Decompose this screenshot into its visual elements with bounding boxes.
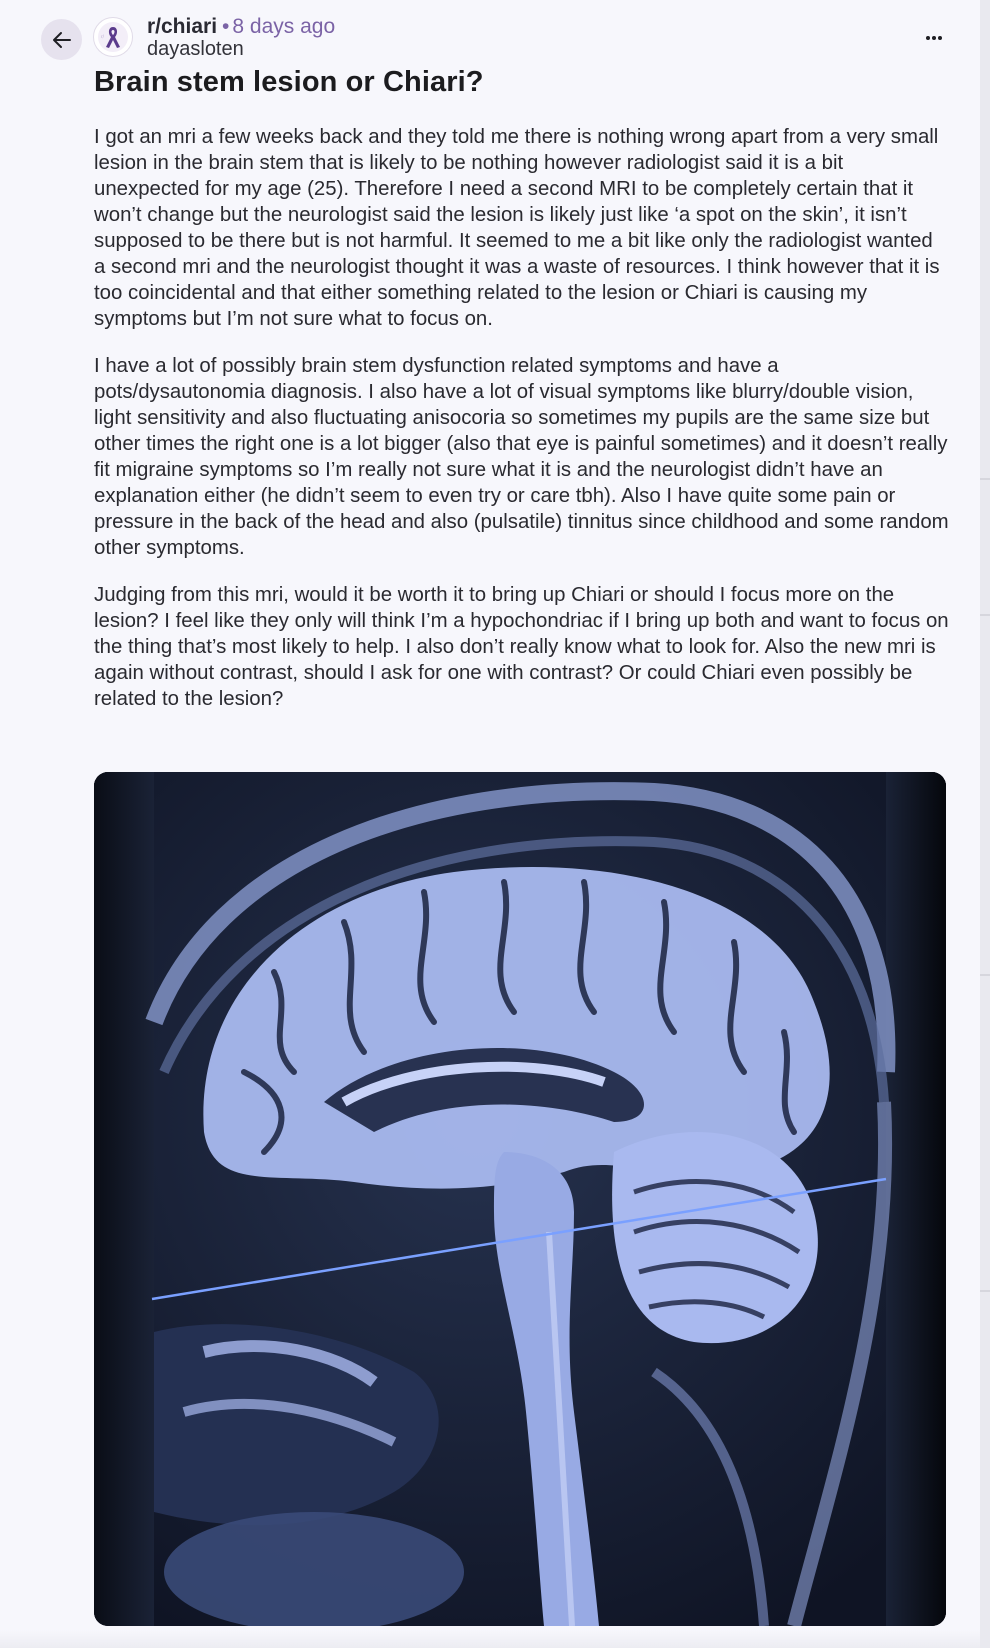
post-image[interactable] [94, 772, 946, 1626]
awareness-ribbon-icon [97, 21, 129, 53]
divider [980, 614, 990, 616]
author-link[interactable]: dayasloten [147, 38, 244, 60]
scrollbar-track[interactable] [980, 0, 990, 1648]
divider [980, 974, 990, 976]
arrow-left-icon [51, 29, 73, 51]
subreddit-avatar[interactable] [93, 17, 133, 57]
post-paragraph: Judging from this mri, would it be worth it to bring up Chiari or should I focus more on the lesion? I feel like they only will think I’m a hypochondriac if I bring up both and want to focus on the thing that’s most likely to help. I also don’t really know what to look for. Also the new mri is again without contrast, should I ask for one with contrast? Or could Chiari even possibly be related to the lesion? [94, 584, 949, 710]
post-timestamp: 8 days ago [232, 15, 336, 38]
divider [980, 478, 990, 480]
back-button[interactable] [41, 19, 82, 60]
divider [980, 1290, 990, 1292]
more-options-button[interactable] [918, 24, 950, 52]
ellipsis-horizontal-icon [925, 35, 943, 41]
post-body [94, 124, 949, 733]
bottom-fade [0, 1630, 980, 1648]
mri-scan-image [94, 772, 946, 1626]
post-title: Brain stem lesion or Chiari? [94, 66, 484, 98]
post-paragraph: I have a lot of possibly brain stem dysfunction related symptoms and have a pots/dysautonomia diagnosis. I also have a lot of visual symptoms like blurry/double vision, light sensitivity and also fluctuating anisocoria so sometimes my pupils are the same size but other times the right one is a lot bigger (also that eye is painful sometimes) and it doesn’t really fit migraine symptoms so I’m really not sure what it is and the neurologist didn’t have an explanation either (he didn’t seem to even try or care tbh). Also I have quite some pain or pressure in the back of the head and also (pulsatile) tinnitus since childhood and some random other symptoms. [94, 355, 949, 559]
subreddit-link[interactable]: r/chiari [147, 15, 218, 38]
post-paragraph: I got an mri a few weeks back and they told me there is nothing wrong apart from a very small lesion in the brain stem that is likely to be nothing however radiologist said it is a bit unexpected for my age (25). Therefore I need a second MRI to be completely certain that it won’t change but the neurologist said the lesion is likely just like ‘a spot on the skin’, it isn’t supposed to be there but is not harmful. It seemed to me a bit like only the radiologist wanted a second mri and the neurologist thought it was a waste of resources. I think however that it is too coincidental and that either something related to the lesion or Chiari is causing my symptoms but I’m not sure what to focus on. [94, 126, 940, 330]
meta-separator: • [222, 15, 230, 38]
post-meta [147, 16, 335, 59]
svg-text:r/: r/ [101, 34, 104, 39]
